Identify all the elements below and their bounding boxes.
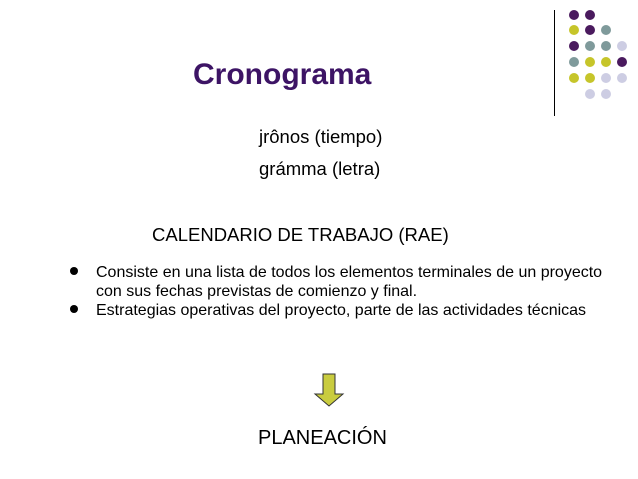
- bullet-text: Estrategias operativas del proyecto, parte de las actividades técnicas: [96, 302, 587, 319]
- grid-dot: [601, 73, 611, 83]
- grid-dot: [585, 10, 595, 20]
- grid-dot: [569, 57, 579, 67]
- decorative-divider: [554, 10, 555, 116]
- grid-dot: [601, 89, 611, 99]
- grid-dot: [617, 73, 627, 83]
- bullet-icon: [70, 305, 78, 313]
- grid-dot: [617, 41, 627, 51]
- grid-dot: [585, 41, 595, 51]
- slide-title: Cronograma: [193, 58, 372, 91]
- bullet-text: Consiste en una lista de todos los elementos terminales de un proyecto con sus fechas previstas de comienzo y final.: [96, 264, 603, 300]
- grid-dot: [569, 10, 579, 20]
- bullet-item: [70, 301, 610, 320]
- grid-dot: [585, 73, 595, 83]
- grid-dot: [601, 41, 611, 51]
- etymology-line: grámma (letra): [259, 158, 381, 179]
- etymology-line: jrônos (tiempo): [259, 126, 383, 147]
- grid-dot: [585, 25, 595, 35]
- bullet-item: [70, 263, 610, 301]
- grid-dot: [617, 57, 627, 67]
- grid-dot: [601, 57, 611, 67]
- grid-dot: [569, 73, 579, 83]
- grid-dot: [569, 25, 579, 35]
- decorative-dot-grid: [560, 6, 638, 116]
- grid-dot: [569, 41, 579, 51]
- bullet-list: [70, 263, 610, 320]
- conclusion-text: PLANEACIÓN: [258, 427, 387, 449]
- definition-heading: CALENDARIO DE TRABAJO (RAE): [152, 224, 449, 245]
- grid-dot: [585, 89, 595, 99]
- bullet-icon: [70, 267, 78, 275]
- grid-dot: [601, 25, 611, 35]
- down-arrow-icon: [313, 373, 345, 407]
- grid-dot: [585, 57, 595, 67]
